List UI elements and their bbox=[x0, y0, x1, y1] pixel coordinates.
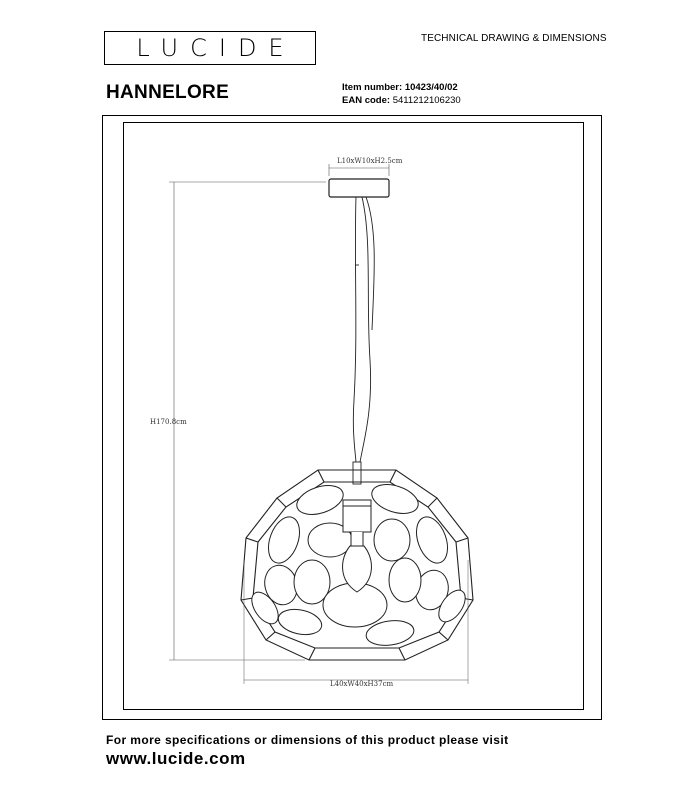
item-number-label: Item number: bbox=[342, 82, 403, 93]
item-number-value: 10423/40/02 bbox=[404, 82, 458, 93]
height-dimension-label: H170.8cm bbox=[150, 418, 187, 426]
ean-code-value: 5411212106230 bbox=[392, 95, 461, 106]
logo-text: LUCIDE bbox=[136, 34, 296, 62]
footer-note: For more specifications or dimensions of this product please visit bbox=[106, 733, 509, 747]
suspension-cords bbox=[353, 197, 374, 484]
website-link[interactable]: www.lucide.com bbox=[106, 749, 246, 768]
shade-dimension-label: L40xW40xH37cm bbox=[330, 680, 394, 688]
ean-code-label: EAN code: bbox=[342, 95, 391, 106]
canopy-dimension-label: L10xW10xH2.5cm bbox=[337, 157, 403, 165]
canopy-dimension bbox=[329, 157, 403, 176]
document-type-label: TECHNICAL DRAWING & DIMENSIONS bbox=[421, 33, 607, 44]
product-name: HANNELORE bbox=[106, 82, 230, 103]
canopy bbox=[329, 179, 389, 197]
